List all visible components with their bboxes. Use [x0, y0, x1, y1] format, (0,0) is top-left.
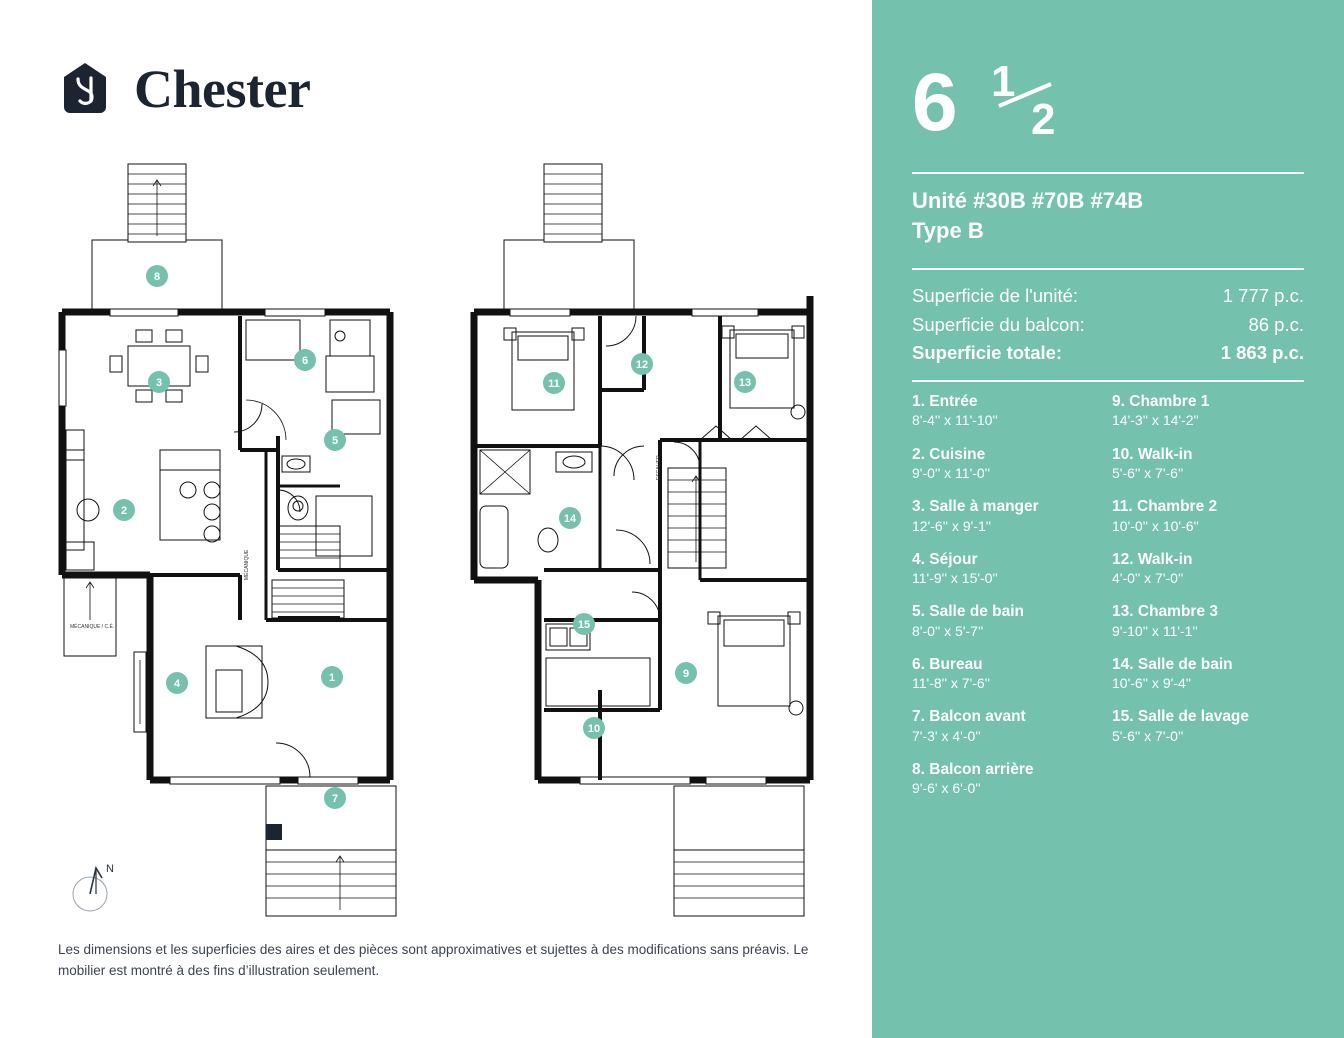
- badge-7: [324, 787, 346, 809]
- legend-dim-2: 9'-0'' x 11'-0'': [912, 464, 991, 481]
- plan-label-mech-vertical: MÉCANIQUE: [244, 549, 250, 580]
- legend-item-10: [1112, 445, 1312, 483]
- room-legend: [912, 392, 1312, 813]
- svg-text:8: 8: [153, 271, 161, 283]
- svg-text:6: 6: [301, 355, 309, 367]
- legend-dim-3: 12'-6'' x 9'-1'': [912, 517, 992, 534]
- legend-name-5: Salle de bain: [929, 603, 1025, 621]
- area-summary: [912, 282, 1304, 368]
- legend-item-14: [1112, 655, 1312, 693]
- badge-5: [324, 429, 346, 451]
- badge-11: [543, 372, 565, 394]
- svg-text:7: 7: [331, 793, 339, 805]
- svg-text:1: 1: [328, 672, 336, 684]
- legend-dim-4: 11'-9'' x 15'-0'': [912, 570, 998, 587]
- legend-name-4: Séjour: [929, 550, 978, 568]
- badge-9: [675, 662, 697, 684]
- legend-name-15: Salle de lavage: [1137, 708, 1250, 726]
- legend-column-left: [912, 392, 1112, 813]
- floorplan-drawing: [40, 150, 840, 930]
- svg-text:1: 1: [990, 62, 1016, 106]
- area-row-total: [912, 339, 1304, 368]
- legend-name-3: Salle à manger: [929, 498, 1039, 516]
- house-logo-icon: [60, 61, 110, 117]
- legend-num-12: 12.: [1112, 550, 1134, 568]
- upper-floor-plan: [474, 164, 810, 916]
- legend-item-13: [1112, 602, 1312, 640]
- legend-num-6: 6.: [912, 655, 925, 673]
- badge-6: [294, 349, 316, 371]
- badge-8: [146, 265, 168, 287]
- unit-identification: [912, 186, 1143, 247]
- legend-item-6: [912, 655, 1112, 693]
- area-label-balcony: Superficie du balcon:: [912, 313, 1085, 335]
- legend-item-8: [912, 760, 1112, 798]
- svg-text:2: 2: [1030, 95, 1056, 140]
- area-row-unit: [912, 282, 1304, 311]
- legend-dim-10: 5'-6'' x 7'-6'': [1112, 464, 1184, 481]
- plan-label-mech: MÉCANIQUE / C.É.: [70, 624, 115, 630]
- legend-num-14: 14.: [1112, 655, 1134, 673]
- legend-num-10: 10.: [1112, 445, 1134, 463]
- plan-label-stairs: ESCALIER: [656, 455, 662, 480]
- badge-2: [113, 499, 135, 521]
- unit-size-fraction: [987, 62, 1073, 140]
- svg-text:N: N: [106, 863, 114, 875]
- legend-dim-5: 8'-0'' x 5'-7'': [912, 622, 984, 639]
- badge-13: [734, 371, 756, 393]
- svg-text:3: 3: [155, 377, 163, 389]
- legend-item-3: [912, 497, 1112, 535]
- brand-name: Chester: [134, 59, 311, 119]
- legend-num-5: 5.: [912, 603, 925, 621]
- badge-14: [559, 507, 581, 529]
- legend-num-4: 4.: [912, 550, 925, 568]
- legend-name-6: Bureau: [929, 655, 983, 673]
- svg-text:5: 5: [331, 435, 339, 447]
- unit-size-heading: [912, 57, 1073, 148]
- legend-name-10: Walk-in: [1137, 445, 1193, 463]
- legend-dim-11: 10'-0'' x 10'-6'': [1112, 517, 1199, 534]
- unit-type: Type B: [912, 218, 984, 244]
- legend-num-3: 3.: [912, 498, 925, 516]
- legend-item-12: [1112, 550, 1312, 588]
- legend-name-7: Balcon avant: [929, 708, 1026, 726]
- svg-text:4: 4: [173, 678, 181, 690]
- legend-num-1: 1.: [912, 393, 925, 410]
- area-value-unit: 1 777 p.c.: [1222, 285, 1304, 306]
- legend-num-11: 11.: [1112, 498, 1133, 516]
- legend-num-13: 13.: [1112, 603, 1134, 621]
- divider-3: [912, 380, 1304, 382]
- svg-text:13: 13: [738, 377, 752, 389]
- divider-2: [912, 268, 1304, 270]
- legend-item-9: [1112, 392, 1312, 430]
- badge-15: [573, 613, 595, 635]
- legend-item-11: [1112, 497, 1312, 535]
- legend-name-8: Balcon arrière: [929, 760, 1034, 778]
- legend-num-2: 2.: [912, 445, 925, 463]
- unit-numbers: Unité #30B #70B #74B: [912, 188, 1144, 213]
- legend-column-right: [1112, 392, 1312, 813]
- legend-dim-8: 9'-6' x 6'-0'': [912, 780, 981, 797]
- legend-num-7: 7.: [912, 708, 925, 726]
- divider-1: [912, 172, 1304, 174]
- legend-dim-14: 10'-6'' x 9'-4'': [1112, 675, 1192, 692]
- svg-text:10: 10: [587, 723, 601, 735]
- badge-3: [148, 371, 170, 393]
- legend-dim-15: 5'-6'' x 7'-0'': [1112, 727, 1184, 744]
- legend-num-8: 8.: [912, 760, 925, 778]
- legend-name-14: Salle de bain: [1137, 655, 1233, 673]
- legend-name-9: Chambre 1: [1129, 393, 1210, 410]
- badge-12: [631, 353, 653, 375]
- svg-text:15: 15: [577, 619, 591, 631]
- area-label-unit: Superficie de l'unité:: [912, 285, 1079, 306]
- svg-text:11: 11: [548, 378, 560, 390]
- legend-dim-6: 11'-8'' x 7'-6'': [912, 675, 991, 692]
- svg-text:9: 9: [682, 668, 690, 680]
- area-row-balcony: [912, 311, 1304, 340]
- disclaimer-text: Les dimensions et les superficies des aires et des pièces sont approximatives et sujettes à des modifications sans préavis. Le mobilier est montré à des fins d’illustration seulement.: [58, 942, 809, 978]
- legend-item-4: [912, 550, 1112, 588]
- badge-4: [166, 672, 188, 694]
- brand-header: [60, 58, 310, 120]
- area-label-total: Superficie totale:: [912, 342, 1063, 364]
- svg-text:14: 14: [563, 513, 577, 525]
- legend-item-7: [912, 707, 1112, 745]
- legend-name-12: Walk-in: [1137, 550, 1193, 568]
- legend-dim-9: 14'-3'' x 14'-2'': [1112, 412, 1199, 429]
- info-panel: [872, 0, 1344, 1038]
- badge-1: [321, 666, 343, 688]
- legend-item-1: [912, 392, 1112, 430]
- legend-name-2: Cuisine: [929, 445, 986, 463]
- legend-name-1: Entrée: [929, 393, 978, 410]
- svg-text:2: 2: [120, 505, 128, 517]
- area-value-balcony: 86 p.c.: [1248, 313, 1304, 335]
- unit-size-number: 6: [912, 57, 959, 148]
- legend-dim-12: 4'-0'' x 7'-0'': [1112, 570, 1184, 587]
- legend-item-5: [912, 602, 1112, 640]
- legend-dim-7: 7'-3' x 4'-0'': [912, 727, 981, 744]
- compass-icon: [62, 858, 122, 920]
- legend-item-15: [1112, 707, 1312, 745]
- svg-text:12: 12: [635, 359, 649, 371]
- badge-10: [583, 717, 605, 739]
- area-value-total: 1 863 p.c.: [1220, 342, 1304, 364]
- legend-num-9: 9.: [1112, 393, 1125, 410]
- ground-floor-plan: [59, 164, 396, 916]
- legend-name-13: Chambre 3: [1137, 603, 1218, 621]
- legend-name-11: Chambre 2: [1137, 498, 1218, 516]
- legend-dim-1: 8'-4'' x 11'-10'': [912, 412, 998, 429]
- legend-dim-13: 9'-10'' x 11'-1'': [1112, 622, 1198, 639]
- legend-num-15: 15.: [1112, 708, 1134, 726]
- legend-item-2: [912, 445, 1112, 483]
